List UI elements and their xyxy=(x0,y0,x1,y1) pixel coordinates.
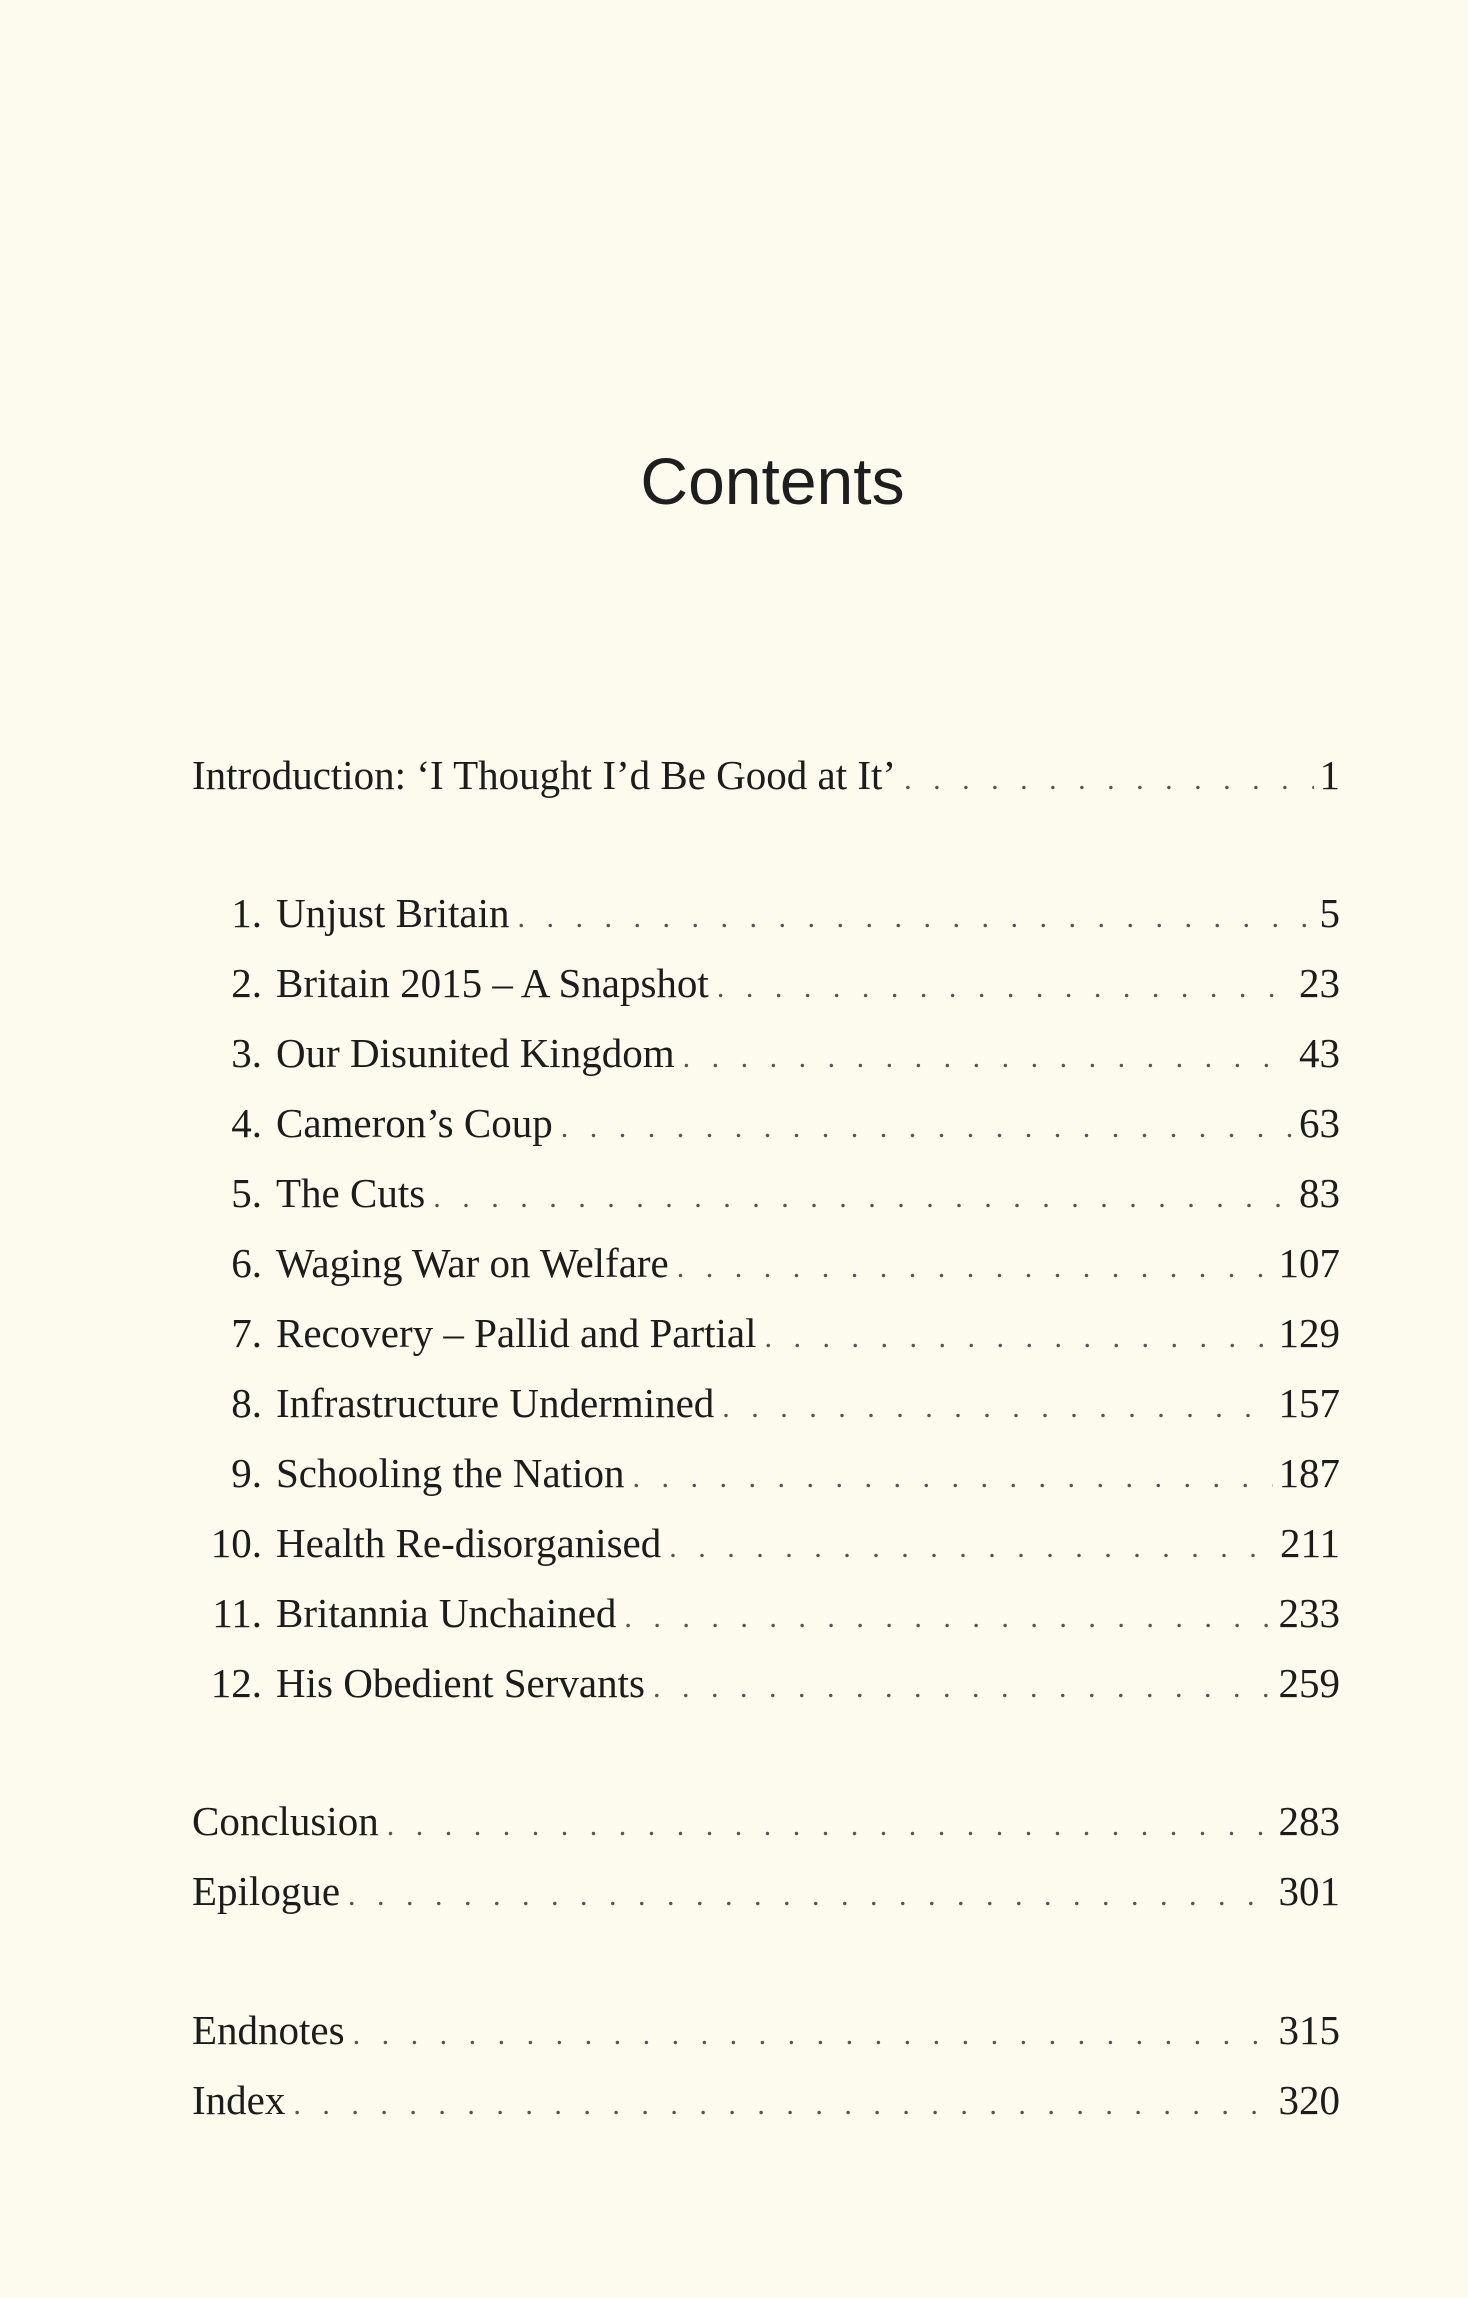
toc-entry-label: Schooling the Nation xyxy=(276,1450,625,1496)
toc-entry-page: 83 xyxy=(1299,1170,1340,1216)
toc-chapters-group xyxy=(192,878,1340,1718)
toc-entry-label: Cameron’s Coup xyxy=(276,1100,553,1146)
toc-entry-page: 301 xyxy=(1278,1868,1340,1914)
toc-entry-conclusion xyxy=(192,1786,1340,1856)
toc-leader-dots xyxy=(722,1373,1272,1443)
toc-entry-page: 283 xyxy=(1278,1798,1340,1844)
toc-entry-page: 5 xyxy=(1319,890,1340,936)
toc-entry-page: 43 xyxy=(1299,1030,1340,1076)
toc-entry-chapter xyxy=(192,1018,1340,1088)
toc-closing-group xyxy=(192,1786,1340,1926)
toc-chapter-number: 7. xyxy=(231,1310,262,1356)
toc-entry-label: Our Disunited Kingdom xyxy=(276,1030,675,1076)
toc-entry-label: Epilogue xyxy=(192,1868,341,1914)
toc-entry-endnotes xyxy=(192,1995,1340,2065)
toc-leader-dots xyxy=(293,2070,1272,2140)
toc-leader-dots xyxy=(669,1513,1274,1583)
toc-chapter-number: 1. xyxy=(231,890,262,936)
toc-chapter-number: 6. xyxy=(231,1240,262,1286)
toc-entry-label: His Obedient Servants xyxy=(276,1660,645,1706)
toc-leader-dots xyxy=(904,745,1313,815)
toc-entry-label: Index xyxy=(192,2077,286,2123)
toc-entry-page: 107 xyxy=(1278,1240,1340,1286)
toc-entry-label: Conclusion xyxy=(192,1798,379,1844)
toc-entry-chapter xyxy=(192,948,1340,1018)
toc-entry-index xyxy=(192,2065,1340,2135)
toc-entry-label: Britain 2015 – A Snapshot xyxy=(276,960,709,1006)
toc-leader-dots xyxy=(677,1233,1273,1303)
toc-chapter-number: 2. xyxy=(231,960,262,1006)
toc-entry-page: 320 xyxy=(1278,2077,1340,2123)
toc-entry-page: 211 xyxy=(1280,1520,1340,1566)
toc-entry-chapter xyxy=(192,1228,1340,1298)
toc-entry-label: Introduction: ‘I Thought I’d Be Good at It’ xyxy=(192,752,897,798)
toc-entry-label: Britannia Unchained xyxy=(276,1590,617,1636)
toc-chapter-number: 12. xyxy=(210,1660,262,1706)
toc-entry-label: Infrastructure Undermined xyxy=(276,1380,715,1426)
toc-chapter-number: 5. xyxy=(231,1170,262,1216)
toc-entry-chapter xyxy=(192,1578,1340,1648)
toc-chapter-number: 3. xyxy=(231,1030,262,1076)
toc-entry-introduction xyxy=(192,740,1340,810)
toc-entry-label: Waging War on Welfare xyxy=(276,1240,669,1286)
toc-entry-page: 23 xyxy=(1299,960,1340,1006)
toc-entry-page: 157 xyxy=(1278,1380,1340,1426)
toc-chapter-number: 11. xyxy=(212,1590,262,1636)
toc-entry-chapter xyxy=(192,878,1340,948)
toc-entry-page: 259 xyxy=(1278,1660,1340,1706)
toc-leader-dots xyxy=(387,1791,1273,1861)
toc-entry-chapter xyxy=(192,1508,1340,1578)
toc-leader-dots xyxy=(683,1023,1293,1093)
toc-entry-page: 63 xyxy=(1299,1100,1340,1146)
toc-entry-label: Endnotes xyxy=(192,2007,345,2053)
toc-leader-dots xyxy=(353,2000,1273,2070)
page-title: Contents xyxy=(640,444,905,518)
toc-entry-label: The Cuts xyxy=(276,1170,426,1216)
toc-leader-dots xyxy=(765,1303,1273,1373)
toc-entry-chapter xyxy=(192,1648,1340,1718)
toc-leader-dots xyxy=(433,1163,1293,1233)
toc-leader-dots xyxy=(632,1443,1272,1513)
toc-entry-chapter xyxy=(192,1438,1340,1508)
toc-entry-chapter xyxy=(192,1298,1340,1368)
toc-entry-label: Health Re-disorganised xyxy=(276,1520,662,1566)
toc-leader-dots xyxy=(653,1653,1273,1723)
toc-entry-chapter xyxy=(192,1088,1340,1158)
toc-leader-dots xyxy=(517,883,1313,953)
toc-entry-page: 129 xyxy=(1278,1310,1340,1356)
toc-entry-chapter xyxy=(192,1368,1340,1438)
toc-chapter-number: 9. xyxy=(231,1450,262,1496)
toc-entry-page: 233 xyxy=(1278,1590,1340,1636)
toc-chapter-number: 10. xyxy=(210,1520,262,1566)
toc-entry-chapter xyxy=(192,1158,1340,1228)
toc-entry-label: Recovery – Pallid and Partial xyxy=(276,1310,757,1356)
toc-entry-page: 187 xyxy=(1278,1450,1340,1496)
toc-introduction-group xyxy=(192,740,1340,810)
toc-entry-page: 1 xyxy=(1319,752,1340,798)
toc-leader-dots xyxy=(561,1093,1293,1163)
toc-back-matter-group xyxy=(192,1995,1340,2135)
toc-leader-dots xyxy=(717,953,1293,1023)
toc-chapter-number: 8. xyxy=(231,1380,262,1426)
toc-leader-dots xyxy=(348,1861,1272,1931)
toc-leader-dots xyxy=(624,1583,1272,1653)
toc-entry-epilogue xyxy=(192,1856,1340,1926)
toc-chapter-number: 4. xyxy=(231,1100,262,1146)
toc-entry-label: Unjust Britain xyxy=(276,890,510,936)
toc-entry-page: 315 xyxy=(1278,2007,1340,2053)
